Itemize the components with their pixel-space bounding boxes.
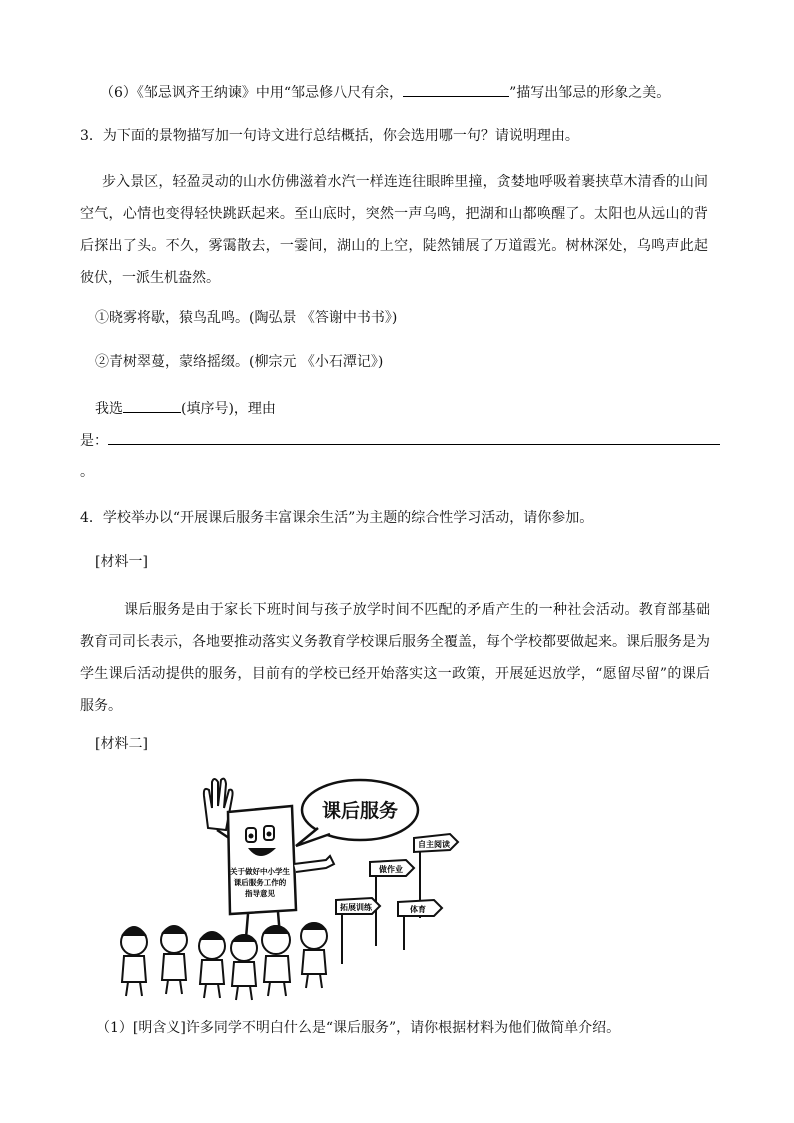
sign-reading-text: 自主阅读 xyxy=(418,840,450,849)
doc-text-line2: 课后服务工作的 xyxy=(233,878,287,887)
q4-heading: 4．学校举办以“开展课后服务丰富课余生活”为主题的综合性学习活动，请你参加。 xyxy=(80,510,594,526)
q4-material2-label: [材料二] xyxy=(95,736,148,752)
sign-sports-text: 体育 xyxy=(410,905,426,914)
children-group xyxy=(121,923,327,1000)
doc-text-line3: 指导意见 xyxy=(245,889,275,898)
child-2 xyxy=(161,926,187,994)
q3-reason-line xyxy=(80,430,720,451)
q3-choice-blank[interactable] xyxy=(123,398,181,413)
q3-end-mark: 。 xyxy=(80,464,94,480)
q3-heading: 3．为下面的景物描写加一句诗文进行总结概括，你会选用哪一句？请说明理由。 xyxy=(80,128,579,144)
q3-reason-label: 是： xyxy=(80,433,108,449)
after-school-service-comic xyxy=(108,768,488,1003)
q3-choose-line xyxy=(95,398,276,419)
sign-homework-text: 做作业 xyxy=(379,865,403,874)
doc-text-line1: 关于做好中小学生 xyxy=(230,867,290,876)
q3-passage: 步入景区，轻盈灵动的山水仿佛滋着水汽一样连连往眼眸里撞，贪婪地呼吸着裹挟草木清香的山间空气，心情也变得轻快跳跃起来。至山底时，突然一声乌鸣，把湖和山都唤醒了。太阳也从远山的背后探出了头。不久，雾霭散去，一霎间，湖山的上空，陡然铺展了万道霞光。树林深处，乌鸣声此起彼伏，一派生机盎然。 xyxy=(80,174,708,286)
child-5 xyxy=(262,926,290,996)
q3-choose-prefix: 我选 xyxy=(95,401,123,417)
sign-extension-training xyxy=(336,898,380,964)
q2-item6-answer-blank[interactable] xyxy=(403,82,509,97)
q3-option-1: ①晓雾将歇，猿鸟乱鸣。(陶弘景 《答谢中书书》) xyxy=(95,310,398,326)
child-1 xyxy=(121,927,147,996)
bubble-text: 课后服务 xyxy=(321,800,399,822)
child-3 xyxy=(199,932,225,998)
sign-sports xyxy=(398,900,442,950)
q2-item6-line xyxy=(100,82,670,103)
q2-item6-suffix: ”描写出邹忌的形象之美。 xyxy=(509,85,671,101)
q2-item6-prefix: （6）《邹忌讽齐王纳谏》中用“邹忌修八尺有余， xyxy=(100,85,404,101)
q4-sub1: （1）[明含义]许多同学不明白什么是“课后服务”，请你根据材料为他们做简单介绍。 xyxy=(96,1020,621,1036)
q4-material1-text: 课后服务是由于家长下班时间与孩子放学时间不匹配的矛盾产生的一种社会活动。教育部基础教育司司长表示，各地要推动落实义务教育学校课后服务全覆盖，每个学校都要做起来。课后服务是为学生课后活动提供的服务，目前有的学校已经开始落实这一政策，开展延迟放学，“愿留尽留”的课后服务。 xyxy=(80,602,710,714)
q3-choose-suffix: (填序号)，理由 xyxy=(181,401,276,417)
sign-extension-text: 拓展训练 xyxy=(340,903,372,912)
q3-option-2: ②青树翠蔓，蒙络摇缀。(柳宗元 《小石潭记》) xyxy=(95,354,384,370)
child-4 xyxy=(231,935,257,1000)
child-6 xyxy=(301,923,327,988)
speech-bubble xyxy=(296,780,418,846)
q4-material1-label: [材料一] xyxy=(95,554,148,570)
q3-reason-blank[interactable] xyxy=(108,430,720,445)
